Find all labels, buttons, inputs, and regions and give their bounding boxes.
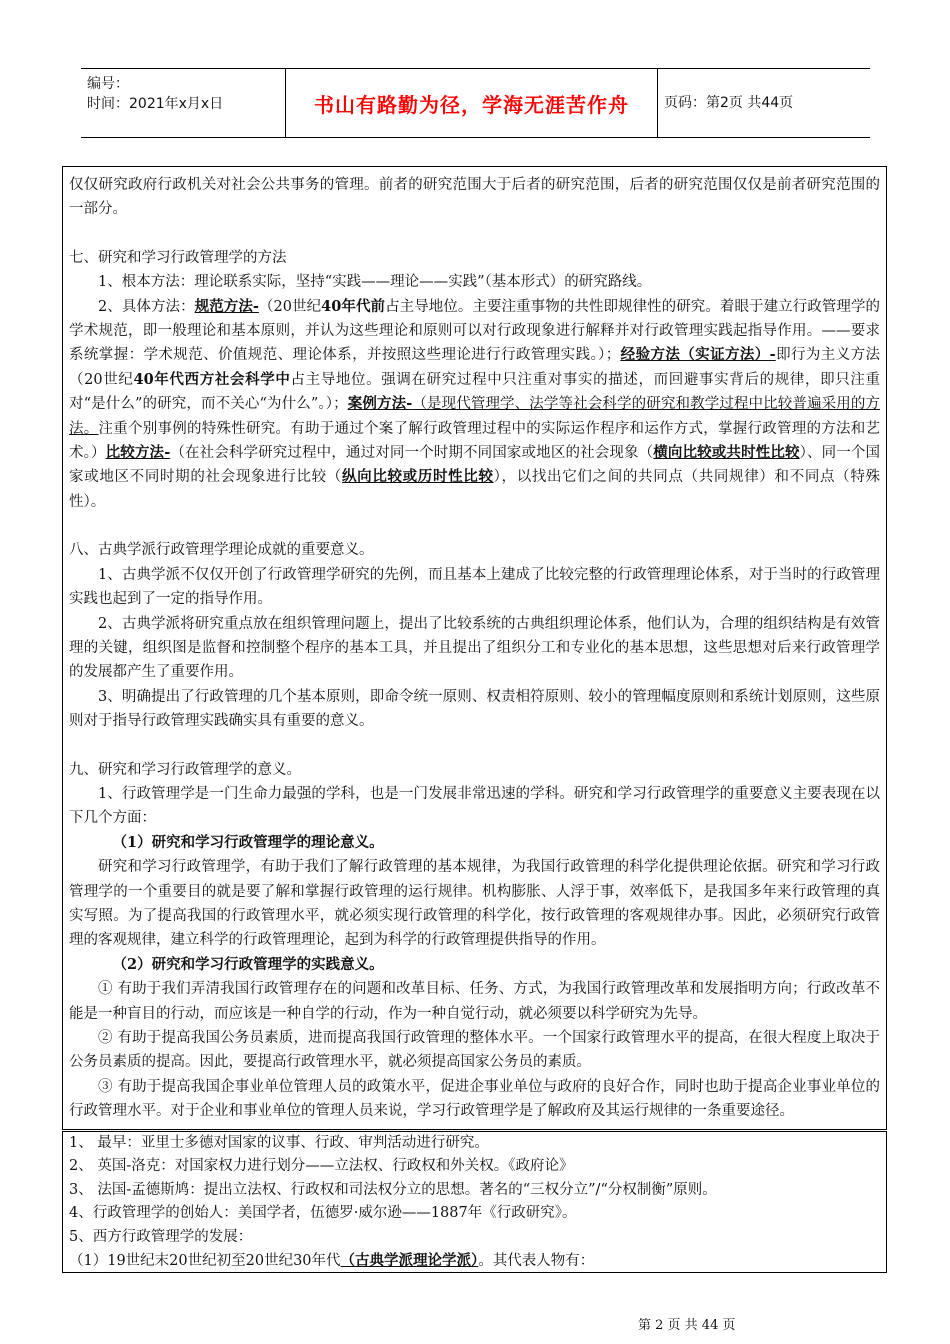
emphasis: 40年代西方社会科学中 <box>133 370 291 388</box>
subheading: （1）研究和学习行政管理学的理论意义。 <box>112 833 384 851</box>
section-8-title: 八、古典学派行政管理学理论成就的重要意义。 <box>69 542 374 559</box>
paragraph: 3、明确提出了行政管理的几个基本原则，即命令统一原则、权责相符原则、较小的管理幅度原则和系统计划原则，这些原则对于指导行政管理实践确实具有重要的意义。 <box>69 688 880 730</box>
list-item: 5、西方行政管理学的发展： <box>69 1228 253 1245</box>
number-label: 编号： <box>87 76 129 92</box>
term: 规范方法- <box>194 297 259 315</box>
list-item: 4、行政管理学的创始人：美国学者，伍德罗·威尔逊——1887年《行政研究》。 <box>69 1205 577 1222</box>
paragraph: 仅仅研究政府行政机关对社会公共事务的管理。前者的研究范围大于后者的研究范围，后者的研究范围仅仅是前者研究范围的一部分。 <box>69 177 880 218</box>
list-item: 3、 法国-孟德斯鸠：提出立法权、行政权和司法权分立的思想。著名的“三权分立”/“分权制衡”原则。 <box>69 1181 717 1198</box>
subheading: （2）研究和学习行政管理学的实践意义。 <box>112 955 384 973</box>
text-run: 2、具体方法： <box>98 298 195 315</box>
content-text <box>69 173 880 1124</box>
text-run: （1）19世纪末20世纪初至20世纪30年代 <box>69 1253 341 1270</box>
paragraph: 2、古典学派将研究重点放在组织管理问题上，提出了比较系统的古典组织理论体系，他们认为，合理的组织结构是有效管理的关键，组织图是监督和控制整个程序的基本工具，并且提出了组织分工和专业化的基本思想，这些思想对后来行政管理学的发展都产生了重要作用。 <box>69 615 880 681</box>
list-item: 1、 最早：亚里士多德对国家的议事、行政、审判活动进行研究。 <box>69 1135 489 1151</box>
history-text <box>69 1132 880 1273</box>
term: 经验方法（实证方法）- <box>620 346 776 364</box>
paragraph: 1、行政管理学是一门生命力最强的学科，也是一门发展非常迅速的学科。研究和学习行政管理学的重要意义主要表现在以下几个方面： <box>69 785 880 827</box>
section-9-title: 九、研究和学习行政管理学的意义。 <box>69 761 301 778</box>
paragraph-methods <box>69 295 880 515</box>
paragraph: 1、根本方法：理论联系实际，坚持“实践——理论——实践”（基本形式）的研究路线。 <box>98 274 652 291</box>
history-box <box>62 1131 887 1273</box>
text-run: （20世纪 <box>258 298 322 315</box>
emphasis: 40年代前 <box>321 297 386 315</box>
header-motto-cell <box>286 69 658 137</box>
term: 纵向比较或历时性比较 <box>341 468 494 486</box>
paragraph: ③ 有助于提高我国企事业单位管理人员的政策水平，促进企事业单位与政府的良好合作，同时也助于提高企业事业单位的行政管理水平。对于企业和事业单位的管理人员来说，学习行政管理学是了解政府及其运行规律的一条重要途径。 <box>69 1078 880 1120</box>
page-footer: 第 2 页 共 44 页 <box>638 1318 736 1333</box>
list-item <box>69 1249 880 1273</box>
term: （古典学派理论学派） <box>340 1252 479 1270</box>
text-run: 占主导地位。主要注重事物的共性即规律性的研究。着眼于建立行政管理学的学术规范，即一般理论和基本原则，并认为这些理论和原则可以对行政现象进行解释并对行政管理实践起指导作用。——要求系统掌握：学术规范、价值规范、理论体系，并按照这些理论进行行政管理实践。）； <box>69 298 881 364</box>
text-run: 即行为主义方法（20世纪 <box>69 347 880 388</box>
text-run: （在社会科学研究过程中，通过对同一个时期不同国家或地区的社会现象（ <box>170 445 654 462</box>
content-box <box>62 166 887 1130</box>
paragraph: ① 有助于我们弄清我国行政管理存在的问题和改革目标、任务、方式，为我国行政管理改革和发展指明方向；行政改革不能是一种盲目的行动，而应该是一种自学的行动，作为一种自觉行动，就必须要以科学研究为先导。 <box>69 981 880 1022</box>
list-item: 2、 英国-洛克：对国家权力进行划分——立法权、行政权和外关权。《政府论》 <box>69 1158 574 1175</box>
header-page-cell <box>658 69 876 137</box>
term: 横向比较或共时性比较 <box>653 444 800 462</box>
text-run: 。其代表人物有： <box>478 1253 595 1270</box>
underlined-run: （是现代管理学、法学等社会科学的研究和教学过程中比较普遍采用的方法。 <box>69 396 880 437</box>
page-info: 页码：第2页 共44页 <box>664 95 794 111</box>
time-label: 时间：2021年x月x日 <box>87 96 224 112</box>
paragraph: 研究和学习行政管理学，有助于我们了解行政管理的基本规律，为我国行政管理的科学化提供理论依据。研究和学习行政管理学的一个重要目的就是要了解和掌握行政管理的运行规律。机构膨胀、人浮于事，效率低下，是我国多年来行政管理的真实写照。为了提高我国的行政管理水平，就必须实现行政管理的科学化，按行政管理的客观规律办事。因此，必须研究行政管理的客观规律，建立科学的行政管理理论，起到为科学的行政管理提供指导的作用。 <box>69 859 880 949</box>
paragraph: ② 有助于提高我国公务员素质，进而提高我国行政管理的整体水平。一个国家行政管理水平的提高，在很大程度上取决于公务员素质的提高。因此，要提高行政管理水平，就必须提高国家公务员的素质。 <box>69 1030 880 1071</box>
section-7-title: 七、研究和学习行政管理学的方法 <box>69 249 287 266</box>
term: 案例方法- <box>347 395 413 413</box>
text-run: 注重个别事例的特殊性研究。有助于通过个案了解行政管理过程中的实际运作程序和运作方式，掌握行政管理的方法和艺术。） <box>69 420 880 462</box>
text-run: ）、同一个国家或地区不同时期的社会现象进行比较（ <box>69 445 881 486</box>
motto: 书山有路勤为径，学海无涯苦作舟 <box>314 92 629 117</box>
text-run: 占主导地位。强调在研究过程中只注重对事实的描述，而回避事实背后的规律，即只注重对“是什么”的研究，而不关心“为什么”。）； <box>69 371 880 413</box>
text-run: ），以找出它们之间的共同点（共同规律）和不同点（特殊性）。 <box>69 469 881 510</box>
header-meta <box>81 69 286 137</box>
paragraph: 1、古典学派不仅仅开创了行政管理学研究的先例，而且基本上建成了比较完整的行政管理理论体系，对于当时的行政管理实践也起到了一定的指导作用。 <box>69 566 880 608</box>
page-header <box>81 68 870 138</box>
term: 比较方法- <box>105 444 171 462</box>
